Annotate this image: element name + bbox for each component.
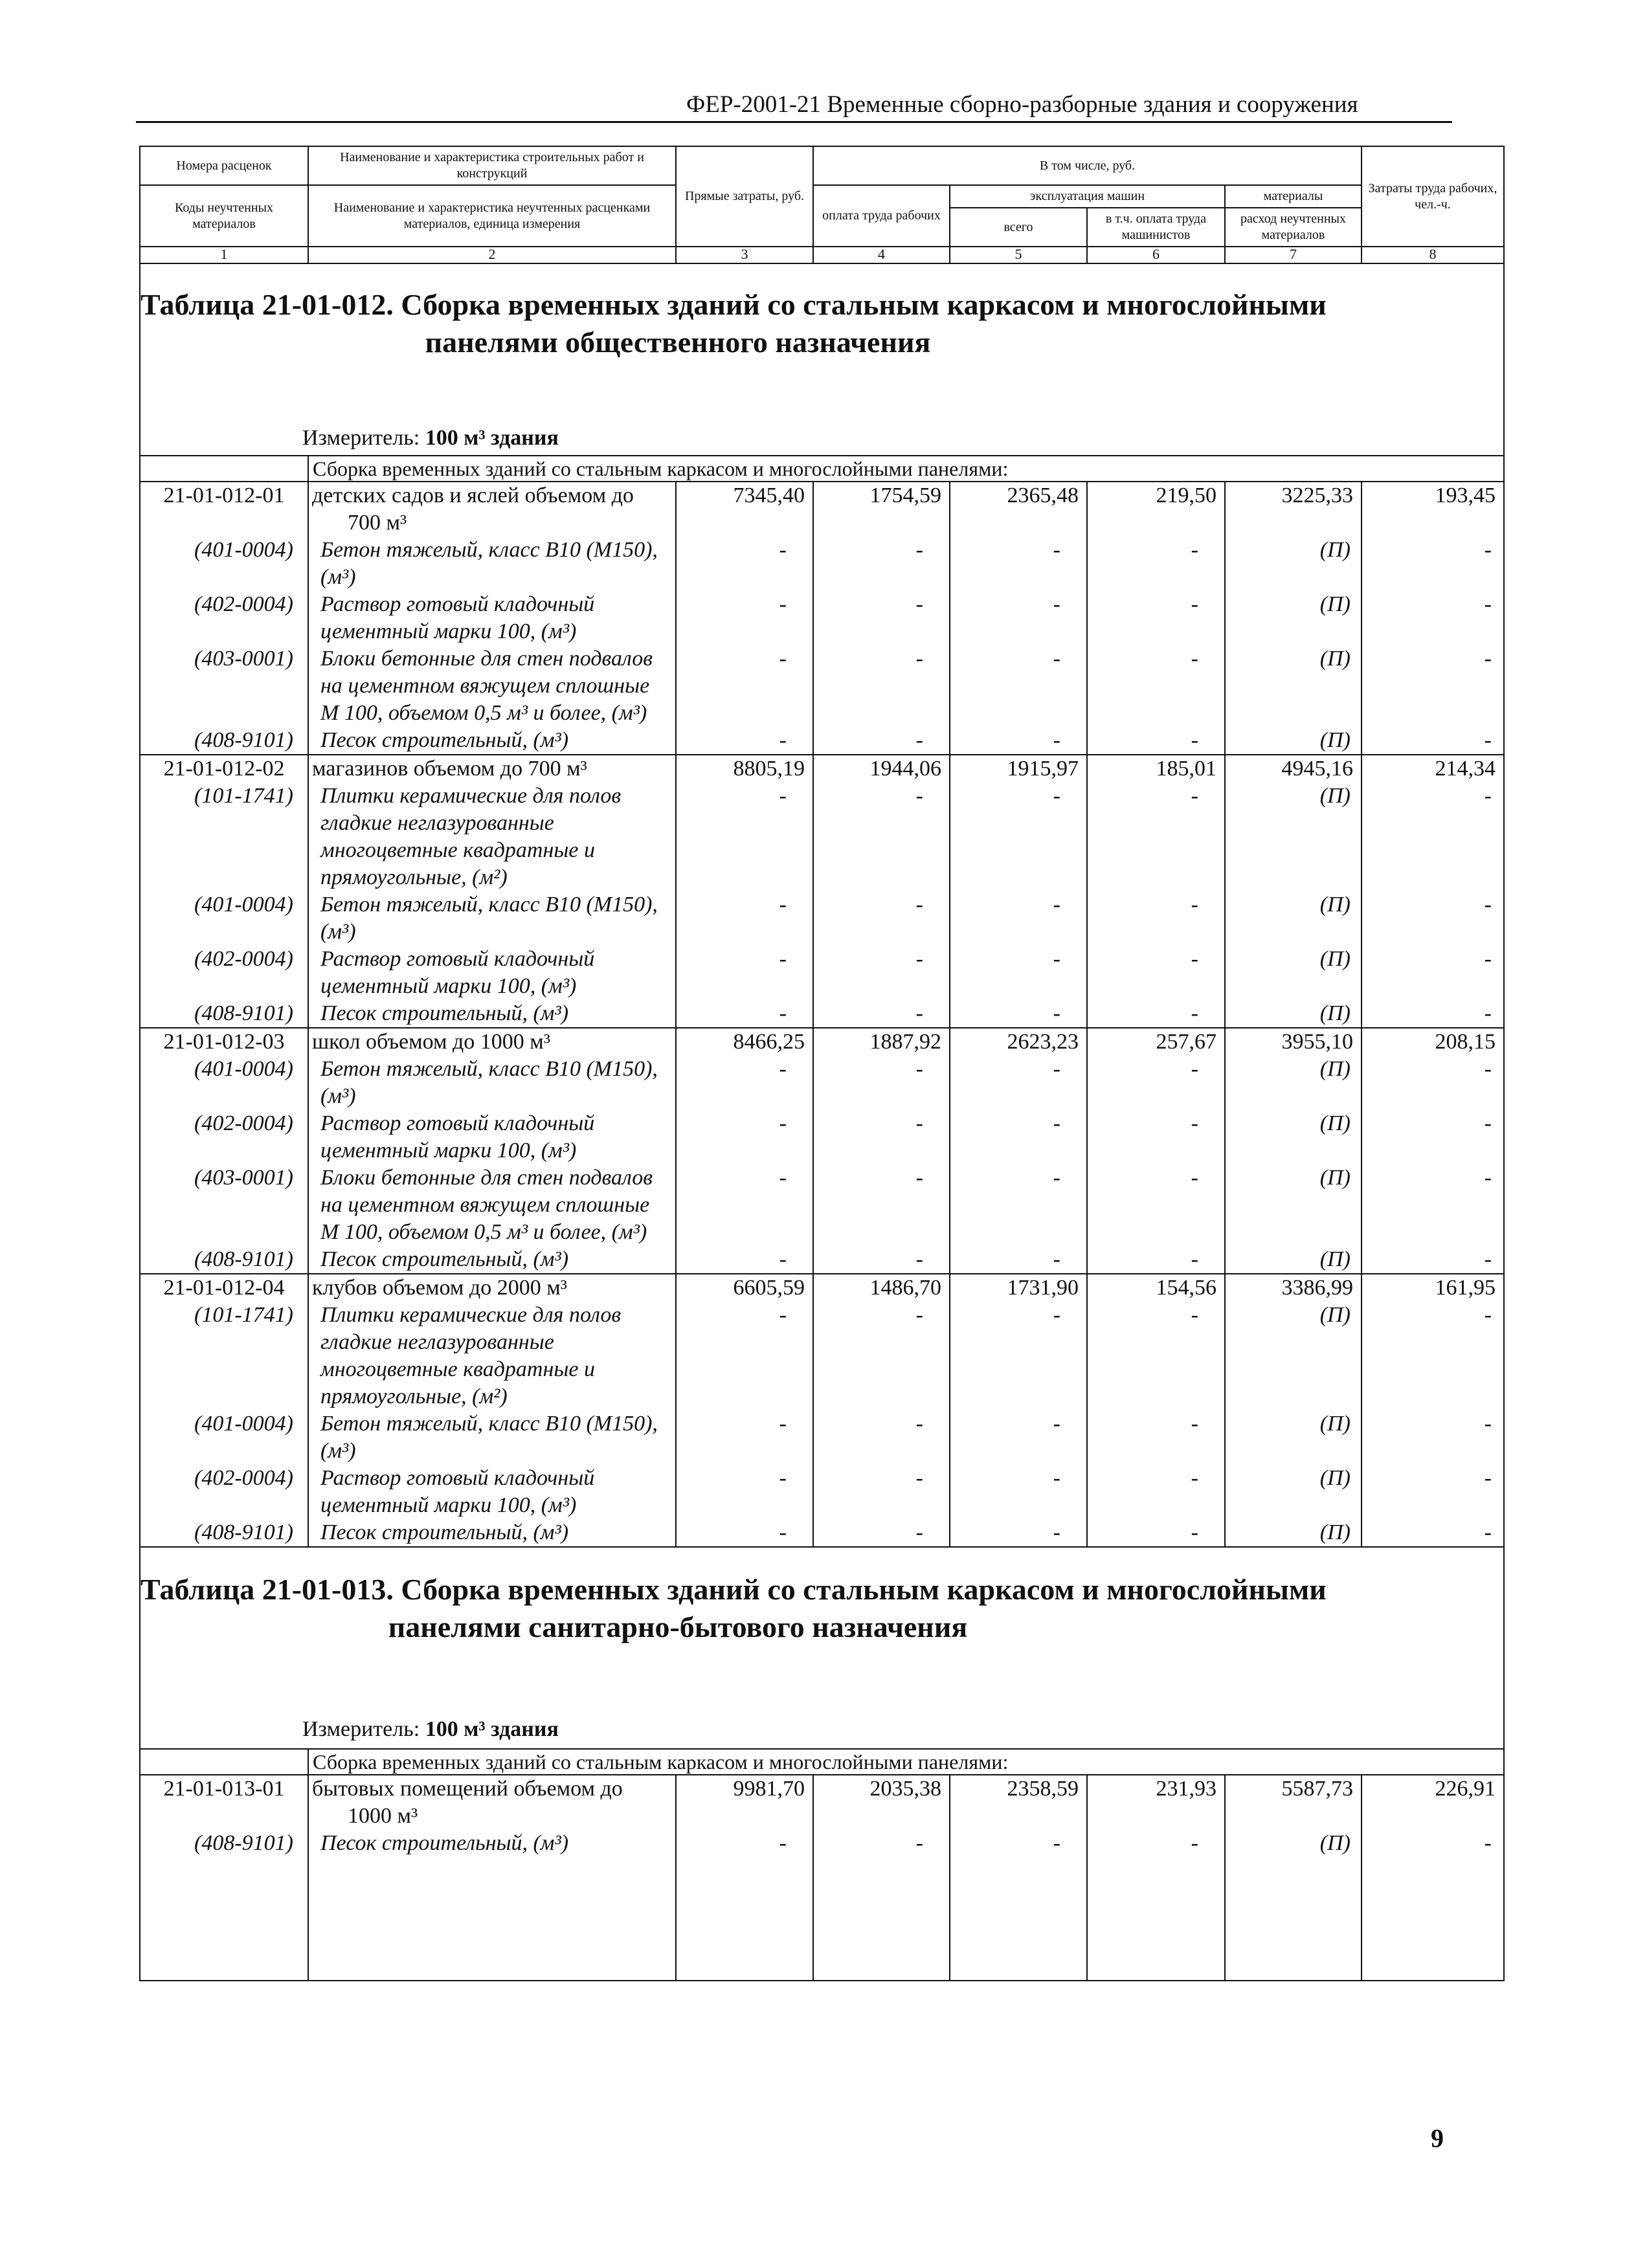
machines-total: - — [950, 783, 1087, 891]
labor-pay: - — [813, 727, 950, 755]
column-number: 2 — [308, 247, 676, 263]
rate-code: (403-0001) — [140, 645, 308, 727]
header-rule — [136, 121, 1452, 123]
machines-total: - — [950, 946, 1087, 1000]
labor-hours: - — [1362, 783, 1504, 891]
section-heading-row — [140, 456, 1504, 482]
labor-pay: 1944,06 — [813, 755, 950, 783]
machines-total: - — [950, 1056, 1087, 1110]
machines-labor: - — [1087, 1830, 1225, 1857]
measure-label: Измеритель: — [302, 1717, 420, 1741]
machines-total: - — [950, 727, 1087, 755]
materials: 4945,16 — [1225, 755, 1362, 783]
rate-code: 21-01-012-02 — [140, 755, 308, 783]
material-row — [140, 1302, 1504, 1410]
materials: (П) — [1225, 537, 1362, 591]
item-name: Раствор готовый кладочный цементный марки 100, (м³) — [308, 946, 676, 1000]
measure-label: Измеритель: — [302, 426, 420, 450]
materials: (П) — [1225, 727, 1362, 755]
labor-pay: - — [813, 1056, 950, 1110]
labor-hours: - — [1362, 1246, 1504, 1274]
labor-hours: 161,95 — [1362, 1274, 1504, 1302]
header-machines-total: всего — [950, 208, 1087, 247]
direct-costs: - — [676, 591, 813, 645]
column-number: 7 — [1225, 247, 1362, 263]
materials: (П) — [1225, 783, 1362, 891]
rate-code: (402-0004) — [140, 591, 308, 645]
item-name: клубов объемом до 2000 м³ — [308, 1274, 676, 1302]
materials: (П) — [1225, 1519, 1362, 1547]
column-number: 6 — [1087, 247, 1225, 263]
direct-costs: - — [676, 1056, 813, 1110]
item-name: Песок строительный, (м³) — [308, 727, 676, 755]
measure-unit — [302, 1717, 559, 1742]
rate-code: (401-0004) — [140, 537, 308, 591]
rate-row — [140, 1028, 1504, 1056]
machines-total: - — [950, 1302, 1087, 1410]
header-machines-labor: в т.ч. оплата труда машинистов — [1087, 208, 1225, 247]
header-rate-number: Номера расценок — [140, 146, 308, 185]
column-number: 3 — [676, 247, 813, 263]
measure-value: 100 м³ здания — [425, 426, 559, 450]
direct-costs: - — [676, 645, 813, 727]
labor-hours: - — [1362, 1302, 1504, 1410]
item-name: Бетон тяжелый, класс В10 (М150), (м³) — [308, 537, 676, 591]
section-heading: Сборка временных зданий со стальным каркасом и многослойными панелями: — [308, 456, 1504, 482]
materials: (П) — [1225, 1000, 1362, 1028]
material-row — [140, 1246, 1504, 1274]
material-row — [140, 1519, 1504, 1547]
header-materials: материалы — [1225, 185, 1362, 208]
rate-code: (401-0004) — [140, 891, 308, 946]
labor-pay: - — [813, 1519, 950, 1547]
machines-labor: 154,56 — [1087, 1274, 1225, 1302]
direct-costs: - — [676, 1246, 813, 1274]
machines-labor: - — [1087, 783, 1225, 891]
header-material-codes: Коды неучтенных материалов — [140, 185, 308, 247]
rate-row — [140, 482, 1504, 537]
machines-total: 2623,23 — [950, 1028, 1087, 1056]
header-materials-usage: расход неучтенных материалов — [1225, 208, 1362, 247]
materials: (П) — [1225, 1465, 1362, 1519]
materials: (П) — [1225, 1302, 1362, 1410]
material-row — [140, 1410, 1504, 1465]
item-name: Песок строительный, (м³) — [308, 1830, 676, 1857]
labor-pay: - — [813, 1110, 950, 1164]
machines-labor: - — [1087, 727, 1225, 755]
material-row — [140, 1830, 1504, 1857]
table-title-row — [140, 263, 1504, 456]
rate-code: (408-9101) — [140, 727, 308, 755]
measure-value: 100 м³ здания — [425, 1717, 559, 1741]
header-work-name: Наименование и характеристика строительных работ и конструкций — [308, 146, 676, 185]
direct-costs: - — [676, 1519, 813, 1547]
machines-total: 1731,90 — [950, 1274, 1087, 1302]
machines-total: 2358,59 — [950, 1775, 1087, 1830]
labor-pay: - — [813, 1302, 950, 1410]
measure-unit — [302, 426, 559, 450]
machines-labor: - — [1087, 1465, 1225, 1519]
labor-hours: - — [1362, 591, 1504, 645]
labor-hours: - — [1362, 891, 1504, 946]
direct-costs: - — [676, 1110, 813, 1164]
material-row — [140, 783, 1504, 891]
machines-labor: - — [1087, 1302, 1225, 1410]
machines-labor: 185,01 — [1087, 755, 1225, 783]
machines-total: - — [950, 1110, 1087, 1164]
machines-labor: 257,67 — [1087, 1028, 1225, 1056]
machines-total: - — [950, 537, 1087, 591]
item-name: Блоки бетонные для стен подвалов на цементном вяжущем сплошные М 100, объемом 0,5 м³ и более, (м³) — [308, 645, 676, 727]
materials: (П) — [1225, 1056, 1362, 1110]
table-title-row — [140, 1547, 1504, 1749]
table-header — [140, 146, 1504, 263]
materials: 3225,33 — [1225, 482, 1362, 537]
rate-code: 21-01-012-04 — [140, 1274, 308, 1302]
machines-total: - — [950, 1830, 1087, 1857]
table-body — [140, 263, 1504, 1981]
labor-hours: - — [1362, 645, 1504, 727]
direct-costs: - — [676, 891, 813, 946]
direct-costs: 6605,59 — [676, 1274, 813, 1302]
material-row — [140, 1056, 1504, 1110]
machines-total: - — [950, 1000, 1087, 1028]
labor-hours: 226,91 — [1362, 1775, 1504, 1830]
direct-costs: - — [676, 946, 813, 1000]
labor-pay: - — [813, 1246, 950, 1274]
labor-pay: - — [813, 891, 950, 946]
machines-total: - — [950, 891, 1087, 946]
machines-total: - — [950, 1410, 1087, 1465]
labor-pay: - — [813, 1830, 950, 1857]
rate-row — [140, 755, 1504, 783]
direct-costs: - — [676, 537, 813, 591]
material-row — [140, 591, 1504, 645]
rate-code: (402-0004) — [140, 946, 308, 1000]
labor-pay: 2035,38 — [813, 1775, 950, 1830]
labor-hours: - — [1362, 1000, 1504, 1028]
machines-labor: - — [1087, 645, 1225, 727]
direct-costs: - — [676, 1000, 813, 1028]
material-row — [140, 891, 1504, 946]
material-row — [140, 645, 1504, 727]
page-number: 9 — [1431, 2124, 1444, 2153]
section-heading: Сборка временных зданий со стальным каркасом и многослойными панелями: — [308, 1749, 1504, 1775]
direct-costs: - — [676, 783, 813, 891]
labor-pay: - — [813, 591, 950, 645]
material-row — [140, 537, 1504, 591]
rate-code: (401-0004) — [140, 1410, 308, 1465]
machines-total: 2365,48 — [950, 482, 1087, 537]
item-name: Бетон тяжелый, класс В10 (М150), (м³) — [308, 1056, 676, 1110]
labor-hours: - — [1362, 1465, 1504, 1519]
machines-total: - — [950, 591, 1087, 645]
direct-costs: - — [676, 727, 813, 755]
material-row — [140, 727, 1504, 755]
materials: (П) — [1225, 891, 1362, 946]
column-number-row — [140, 247, 1504, 263]
rate-code: (408-9101) — [140, 1519, 308, 1547]
machines-labor: - — [1087, 591, 1225, 645]
machines-labor: - — [1087, 891, 1225, 946]
direct-costs: - — [676, 1164, 813, 1246]
header-labor-cost: Затраты труда рабочих, чел.-ч. — [1362, 146, 1504, 247]
labor-hours: - — [1362, 1110, 1504, 1164]
header-in-total: В том числе, руб. — [813, 146, 1362, 185]
labor-hours: 193,45 — [1362, 482, 1504, 537]
rate-code: (402-0004) — [140, 1465, 308, 1519]
rate-code: (101-1741) — [140, 783, 308, 891]
machines-total: - — [950, 1246, 1087, 1274]
materials: (П) — [1225, 1410, 1362, 1465]
materials: 3955,10 — [1225, 1028, 1362, 1056]
table-title — [140, 286, 1435, 361]
machines-labor: 231,93 — [1087, 1775, 1225, 1830]
header-material-name: Наименование и характеристика неучтенных расценками материалов, единица измерения — [308, 185, 676, 247]
direct-costs: 7345,40 — [676, 482, 813, 537]
machines-total: - — [950, 1164, 1087, 1246]
running-header: ФЕР-2001-21 Временные сборно-разборные здания и сооружения — [686, 91, 1358, 118]
labor-pay: 1887,92 — [813, 1028, 950, 1056]
table-empty-space — [140, 1857, 1504, 1981]
labor-hours: 208,15 — [1362, 1028, 1504, 1056]
labor-pay: - — [813, 537, 950, 591]
item-name: бытовых помещений объемом до 1000 м³ — [308, 1775, 676, 1830]
item-name: Бетон тяжелый, класс В10 (М150), (м³) — [308, 1410, 676, 1465]
material-row — [140, 1465, 1504, 1519]
machines-labor: - — [1087, 1246, 1225, 1274]
labor-hours: - — [1362, 946, 1504, 1000]
rate-row — [140, 1274, 1504, 1302]
materials: (П) — [1225, 946, 1362, 1000]
machines-total: - — [950, 1519, 1087, 1547]
direct-costs: - — [676, 1830, 813, 1857]
machines-labor: - — [1087, 1110, 1225, 1164]
item-name: магазинов объемом до 700 м³ — [308, 755, 676, 783]
material-row — [140, 946, 1504, 1000]
materials: (П) — [1225, 591, 1362, 645]
direct-costs: - — [676, 1302, 813, 1410]
direct-costs: - — [676, 1465, 813, 1519]
machines-total: - — [950, 1465, 1087, 1519]
material-row — [140, 1164, 1504, 1246]
item-name: Песок строительный, (м³) — [308, 1000, 676, 1028]
direct-costs: 8805,19 — [676, 755, 813, 783]
labor-hours: - — [1362, 537, 1504, 591]
machines-labor: - — [1087, 1519, 1225, 1547]
labor-hours: - — [1362, 1830, 1504, 1857]
direct-costs: 8466,25 — [676, 1028, 813, 1056]
table-title — [140, 1571, 1435, 1646]
item-name: Раствор готовый кладочный цементный марки 100, (м³) — [308, 1465, 676, 1519]
labor-hours: - — [1362, 1410, 1504, 1465]
materials: 3386,99 — [1225, 1274, 1362, 1302]
item-name: школ объемом до 1000 м³ — [308, 1028, 676, 1056]
materials: (П) — [1225, 645, 1362, 727]
price-table — [139, 146, 1505, 1981]
item-name: Песок строительный, (м³) — [308, 1519, 676, 1547]
rate-code: (101-1741) — [140, 1302, 308, 1410]
header-labor-pay: оплата труда рабочих — [813, 185, 950, 247]
table-title-line1: Таблица 21-01-012. Сборка временных зданий со стальным каркасом и многослойными — [140, 288, 1327, 321]
rate-code: (408-9101) — [140, 1830, 308, 1857]
rate-code: 21-01-012-01 — [140, 482, 308, 537]
column-number: 4 — [813, 247, 950, 263]
machines-labor: - — [1087, 1410, 1225, 1465]
labor-pay: 1754,59 — [813, 482, 950, 537]
machines-labor: - — [1087, 1164, 1225, 1246]
labor-pay: - — [813, 1000, 950, 1028]
table-title-line1: Таблица 21-01-013. Сборка временных зданий со стальным каркасом и многослойными — [140, 1573, 1327, 1606]
item-name: Плитки керамические для полов гладкие неглазурованные многоцветные квадратные и прямоугольные, (м²) — [308, 1302, 676, 1410]
direct-costs: - — [676, 1410, 813, 1465]
item-name: детских садов и яслей объемом до 700 м³ — [308, 482, 676, 537]
rate-code: (402-0004) — [140, 1110, 308, 1164]
labor-hours: - — [1362, 1164, 1504, 1246]
machines-labor: - — [1087, 537, 1225, 591]
material-row — [140, 1000, 1504, 1028]
labor-hours: - — [1362, 1056, 1504, 1110]
column-number: 5 — [950, 247, 1087, 263]
machines-labor: - — [1087, 1000, 1225, 1028]
section-heading-row — [140, 1749, 1504, 1775]
labor-pay: - — [813, 783, 950, 891]
machines-labor: - — [1087, 1056, 1225, 1110]
rate-code: (408-9101) — [140, 1000, 308, 1028]
rate-row — [140, 1775, 1504, 1830]
machines-total: - — [950, 645, 1087, 727]
rate-code: 21-01-013-01 — [140, 1775, 308, 1830]
rate-code: (401-0004) — [140, 1056, 308, 1110]
item-name: Бетон тяжелый, класс В10 (М150), (м³) — [308, 891, 676, 946]
labor-hours: 214,34 — [1362, 755, 1504, 783]
materials: 5587,73 — [1225, 1775, 1362, 1830]
machines-labor: 219,50 — [1087, 482, 1225, 537]
table-title-line2: панелями санитарно-бытового назначения — [388, 1610, 968, 1643]
material-row — [140, 1110, 1504, 1164]
labor-pay: - — [813, 946, 950, 1000]
column-number: 8 — [1362, 247, 1504, 263]
materials: (П) — [1225, 1830, 1362, 1857]
labor-pay: - — [813, 1164, 950, 1246]
column-number: 1 — [140, 247, 308, 263]
item-name: Блоки бетонные для стен подвалов на цементном вяжущем сплошные М 100, объемом 0,5 м³ и более, (м³) — [308, 1164, 676, 1246]
labor-hours: - — [1362, 1519, 1504, 1547]
labor-pay: - — [813, 1465, 950, 1519]
labor-hours: - — [1362, 727, 1504, 755]
materials: (П) — [1225, 1246, 1362, 1274]
machines-total: 1915,97 — [950, 755, 1087, 783]
direct-costs: 9981,70 — [676, 1775, 813, 1830]
item-name: Плитки керамические для полов гладкие неглазурованные многоцветные квадратные и прямоугольные, (м²) — [308, 783, 676, 891]
labor-pay: 1486,70 — [813, 1274, 950, 1302]
table-title-line2: панелями общественного назначения — [425, 326, 931, 359]
rate-code: (403-0001) — [140, 1164, 308, 1246]
labor-pay: - — [813, 1410, 950, 1465]
materials: (П) — [1225, 1164, 1362, 1246]
materials: (П) — [1225, 1110, 1362, 1164]
rate-code: 21-01-012-03 — [140, 1028, 308, 1056]
machines-labor: - — [1087, 946, 1225, 1000]
labor-pay: - — [813, 645, 950, 727]
item-name: Раствор готовый кладочный цементный марки 100, (м³) — [308, 1110, 676, 1164]
item-name: Песок строительный, (м³) — [308, 1246, 676, 1274]
item-name: Раствор готовый кладочный цементный марки 100, (м³) — [308, 591, 676, 645]
rate-code: (408-9101) — [140, 1246, 308, 1274]
header-machines: эксплуатация машин — [950, 185, 1225, 208]
header-direct-costs: Прямые затраты, руб. — [676, 146, 813, 247]
